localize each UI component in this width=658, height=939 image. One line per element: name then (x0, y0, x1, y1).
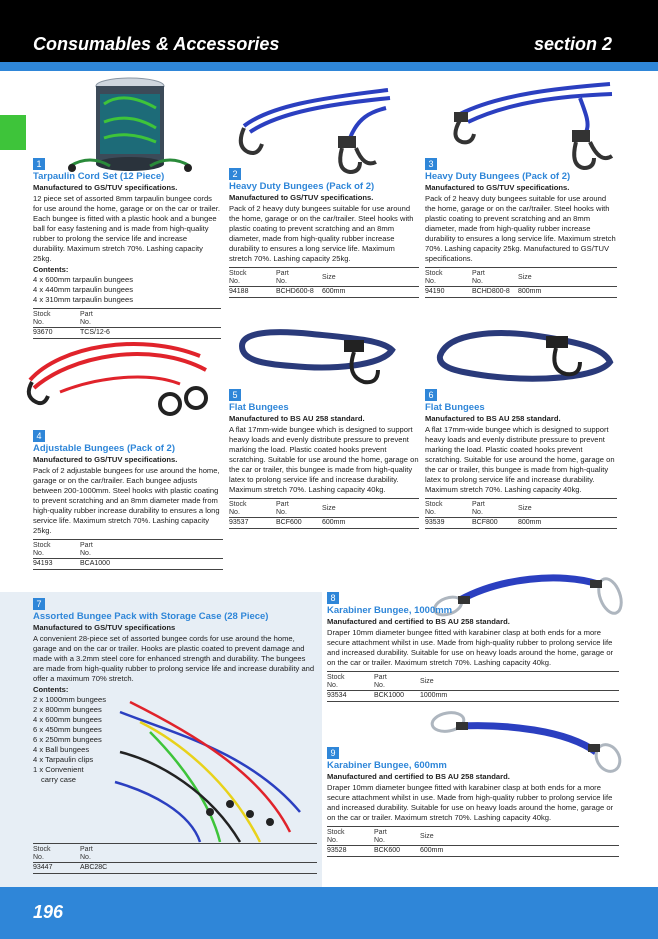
table-header (33, 540, 223, 558)
stock-number: 93447 (33, 864, 53, 871)
product-description: Draper 10mm diameter bungee fitted with karabiner clasp at both ends for a more secure attachment whilst in use. Made from high-quality rubber to prolong service life and increased durability. Suitable for use on heavy loads around the home, garage or on the car or trailer. Maximum stretch 70%. Lashing capacity 40kg. (327, 783, 614, 822)
table-header (327, 827, 619, 845)
product-7-table (33, 840, 317, 874)
part-number: BCF600 (276, 519, 302, 526)
page-header (0, 0, 658, 62)
product-9 (327, 747, 619, 857)
product-spec: Manufactured to GS/TUV specifications. (229, 193, 374, 202)
product-number: 3 (425, 158, 437, 170)
catalog-title: Consumables & Accessories (33, 34, 280, 54)
product-title: Flat Bungees (229, 402, 289, 413)
contents-item: 2 x 800mm bungees (33, 705, 102, 714)
product-3 (425, 158, 617, 298)
header-accent-bar (0, 62, 658, 71)
product-6 (425, 389, 617, 529)
page-footer (0, 887, 658, 939)
product-number: 5 (229, 389, 241, 401)
table-row (33, 558, 223, 570)
product-number: 1 (33, 158, 45, 170)
size-header: Size (420, 833, 434, 840)
section-label: section 2 (533, 34, 612, 54)
size-header: Size (322, 274, 336, 281)
product-number: 4 (33, 430, 45, 442)
contents-item: carry case (41, 775, 77, 784)
page-number: 196 (33, 902, 64, 922)
product-title: Flat Bungees (425, 402, 485, 413)
section-tab (0, 115, 26, 150)
product-spec: Manufactured to GS/TUV specifications. (33, 455, 178, 464)
product-8 (327, 592, 619, 702)
contents-label: Contents: (33, 265, 69, 274)
product-description: 12 piece set of assorted 8mm tarpaulin bungee cords for use around the home, garage or on the car or trailer. Each bungee is fitted with a plastic hook and a bungee ball for easy fastening and is made from high-quality rubber to prolong the service life and increase durability. Maximum stretch 70%. Lashing capacity 25kg. (33, 194, 220, 263)
part-header: Part No. (374, 829, 387, 844)
stock-number: 94193 (33, 560, 53, 567)
size-value: 600mm (420, 847, 444, 854)
stock-number: 93537 (229, 519, 249, 526)
stock-table (327, 671, 619, 702)
contents-item: 6 x 450mm bungees (33, 725, 102, 734)
stock-table (229, 267, 419, 298)
contents-item: 1 x Convenient (33, 765, 84, 774)
stock-table (33, 308, 221, 339)
size-value: 1000mm (420, 692, 448, 699)
part-header: Part No. (472, 270, 485, 285)
table-row (229, 517, 419, 529)
stock-table (425, 267, 617, 298)
size-header: Size (420, 678, 434, 685)
stock-header: Stock No. (229, 270, 247, 285)
product-spec: Manufactured and certified to BS AU 258 standard. (327, 617, 510, 626)
stock-table (33, 539, 223, 570)
product-spec: Manufactured to GS/TUV specifications. (33, 183, 178, 192)
stock-table (33, 843, 317, 874)
contents-item: 4 x 440mm tarpaulin bungees (33, 285, 134, 294)
table-row (33, 327, 221, 339)
part-number: BCK600 (374, 847, 401, 854)
product-spec: Manufactured to GS/TUV specifications (33, 623, 176, 632)
table-row (327, 845, 619, 857)
stock-number: 93528 (327, 847, 347, 854)
size-header: Size (518, 505, 532, 512)
product-description: A convenient 28-piece set of assorted bungee cords for use around the home, garage and on the car or trailer. Hooks are plastic coated to prevent damage and made with a 3.2mm steel core for enhanced strength and durability. The bungees are made from high-quality rubber to prolong service life and increase durability and offer a maximum 70% stretch. (33, 634, 315, 683)
contents-label: Contents: (33, 685, 69, 694)
product-description: Draper 10mm diameter bungee fitted with karabiner clasp at both ends for a more secure attachment whilst in use. Made from high-quality rubber to prolong service life and increased durability. Suitable for use on heavy loads around the home, garage or on the car or trailer. Maximum stretch 70%. Lashing capacity 40kg. (327, 628, 614, 667)
size-value: 600mm (322, 519, 346, 526)
stock-header: Stock No. (327, 829, 345, 844)
product-spec: Manufactured and certified to BS AU 258 standard. (327, 772, 510, 781)
stock-header: Stock No. (229, 501, 247, 516)
part-header: Part No. (276, 270, 289, 285)
part-number: BCF800 (472, 519, 498, 526)
part-header: Part No. (472, 501, 485, 516)
contents-item: 4 x Tarpaulin clips (33, 755, 94, 764)
stock-header: Stock No. (327, 674, 345, 689)
table-header (33, 844, 317, 862)
contents-item: 4 x Ball bungees (33, 745, 90, 754)
table-header (425, 499, 617, 517)
size-header: Size (322, 505, 336, 512)
stock-header: Stock No. (33, 846, 51, 861)
stock-table (327, 826, 619, 857)
size-value: 600mm (322, 288, 346, 295)
product-4-image (20, 326, 216, 426)
table-header (425, 268, 617, 286)
table-header (327, 672, 619, 690)
table-header (33, 309, 221, 327)
stock-number: 94190 (425, 288, 445, 295)
table-row (229, 286, 419, 298)
stock-header: Stock No. (33, 311, 51, 326)
size-header: Size (518, 274, 532, 281)
table-row (425, 517, 617, 529)
product-title: Heavy Duty Bungees (Pack of 2) (425, 171, 571, 182)
stock-table (229, 498, 419, 529)
stock-number: 93539 (425, 519, 445, 526)
product-title: Karabiner Bungee, 600mm (327, 760, 447, 771)
stock-header: Stock No. (425, 270, 443, 285)
part-header: Part No. (276, 501, 289, 516)
product-number: 7 (33, 598, 45, 610)
size-value: 800mm (518, 519, 542, 526)
table-row (327, 690, 619, 702)
part-number: BCHD600-8 (276, 288, 314, 295)
stock-number: 94188 (229, 288, 249, 295)
product-2 (229, 168, 419, 298)
table-header (229, 268, 419, 286)
contents-item: 2 x 1000mm bungees (33, 695, 107, 704)
part-header: Part No. (374, 674, 387, 689)
stock-number: 93670 (33, 329, 53, 336)
table-header (229, 499, 419, 517)
product-number: 8 (327, 592, 339, 604)
product-number: 9 (327, 747, 339, 759)
stock-header: Stock No. (425, 501, 443, 516)
product-description: Pack of 2 adjustable bungees for use around the home, garage or on the car/trailer. Each bungee adjusts between 200-1000mm. Steel hooks with plastic coating to prevent scratching and an 8mm diameter made from high-quality rubber increase durability to ensures a long service life. Maximum stretch 70%. Lashing capacity 25kg. (33, 466, 220, 535)
part-number: BCHD800-8 (472, 288, 510, 295)
product-7 (33, 598, 317, 785)
product-title: Tarpaulin Cord Set (12 Piece) (33, 171, 165, 182)
product-description: A flat 17mm-wide bungee which is designed to support heavy loads and evenly distribute pressure to prevent marking the load. Plastic coated hooks prevent scratching. Suitable for use around the home, garage on the car or trailer, this bungee is made from high-quality latex to prolong service life and increase durability. Maximum stretch 70%. Lashing capacity 40kg. (425, 425, 615, 494)
product-title: Heavy Duty Bungees (Pack of 2) (229, 181, 375, 192)
product-title: Assorted Bungee Pack with Storage Case (28 Piece) (33, 611, 269, 622)
product-description: Pack of 2 heavy duty bungees suitable for use around the home, garage or on the car/trailer. Steel hooks with plastic coating to prevent scratching and an 8mm diameter, made from high-quality rubber increase durability to ensures a long service life. Maximum stretch 70%. Lashing capacity 25kg. (229, 204, 414, 263)
part-header: Part No. (80, 542, 93, 557)
part-number: BCA1000 (80, 560, 110, 567)
stock-table (425, 498, 617, 529)
table-row (425, 286, 617, 298)
contents-item: 4 x 310mm tarpaulin bungees (33, 295, 134, 304)
product-title: Adjustable Bungees (Pack of 2) (33, 443, 176, 454)
product-5-image (232, 326, 402, 396)
product-4 (33, 430, 223, 570)
product-description: A flat 17mm-wide bungee which is designed to support heavy loads and evenly distribute pressure to prevent marking the load. Plastic coated hooks prevent scratching. Suitable for use around the home, garage on the car or trailer, this bungee is made from high-quality latex to prolong service life and increase durability. Maximum stretch 70%. Lashing capacity 40kg. (229, 425, 419, 494)
contents-item: 4 x 600mm bungees (33, 715, 102, 724)
part-header: Part No. (80, 846, 93, 861)
size-value: 800mm (518, 288, 542, 295)
part-number: ABC28C (80, 864, 108, 871)
contents-item: 4 x 600mm tarpaulin bungees (33, 275, 134, 284)
product-number: 2 (229, 168, 241, 180)
product-2-image (230, 78, 400, 178)
product-spec: Manufactured to BS AU 258 standard. (229, 414, 365, 423)
part-number: BCK1000 (374, 692, 404, 699)
product-number: 6 (425, 389, 437, 401)
product-title: Karabiner Bungee, 1000mm (327, 605, 453, 616)
contents-item: 6 x 250mm bungees (33, 735, 102, 744)
product-1 (33, 158, 221, 339)
table-row (33, 862, 317, 874)
part-number: TCS/12-6 (80, 329, 110, 336)
part-header: Part No. (80, 311, 93, 326)
product-description: Pack of 2 heavy duty bungees suitable for use around the home, garage or on the car/trailer. Steel hooks with plastic coating to prevent scratching and an 8mm diameter, made from high-quality rubber increase durability to ensures a long service life. Maximum stretch 70%. Lashing capacity 25kg. Manufactured to GS/TUV specifications. (425, 194, 616, 263)
product-spec: Manufactured to GS/TUV specifications. (425, 183, 570, 192)
stock-header: Stock No. (33, 542, 51, 557)
stock-number: 93534 (327, 692, 347, 699)
product-spec: Manufactured to BS AU 258 standard. (425, 414, 561, 423)
product-5 (229, 389, 419, 529)
product-6-image (428, 326, 618, 396)
